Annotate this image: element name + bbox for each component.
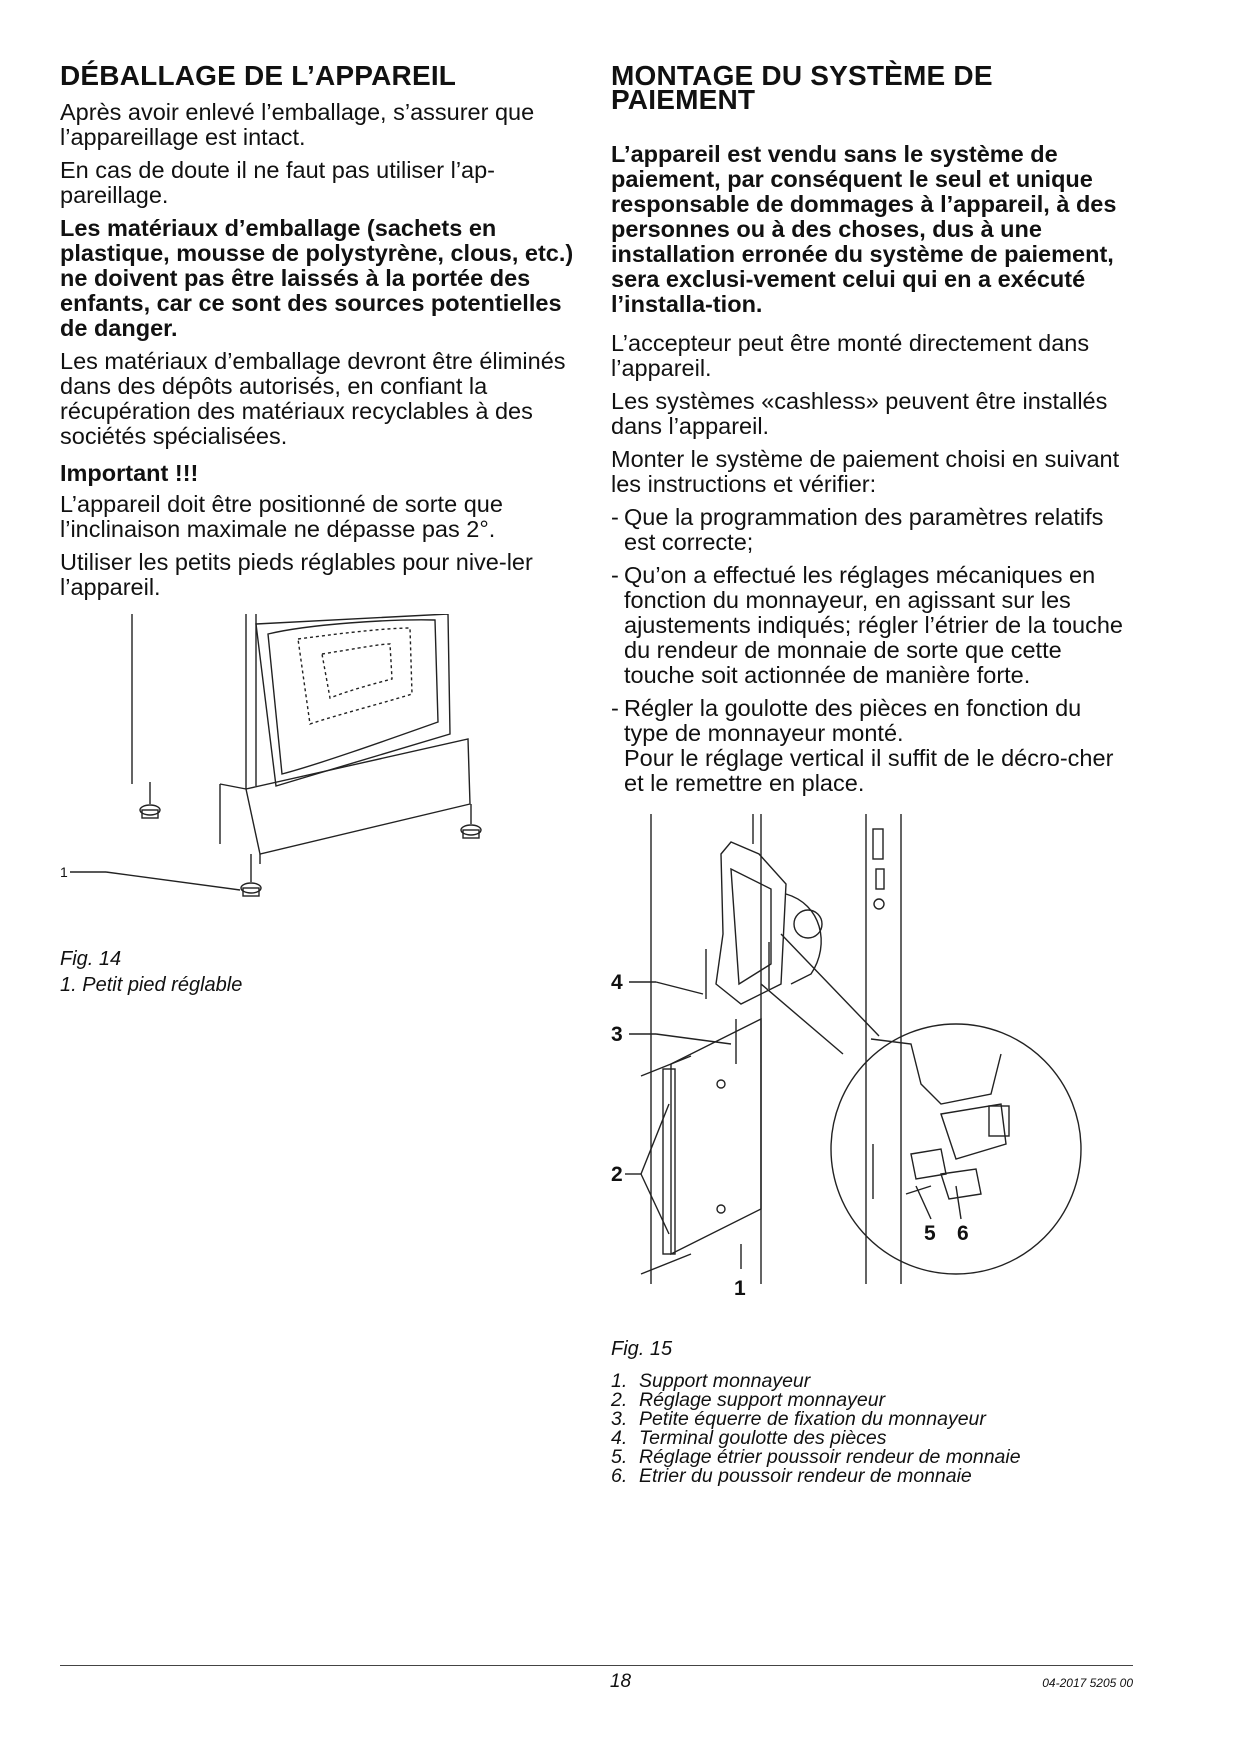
paragraph: L’accepteur peut être monté directement dans l’appareil.: [611, 330, 1090, 381]
fig15-callout-4: 4: [611, 971, 623, 994]
paragraph: Utiliser les petits pieds réglables pour nive-ler l’appareil.: [60, 549, 533, 600]
legend-item: 2. Réglage support monnayeur: [611, 1389, 886, 1411]
fig14-legend-item: 1. Petit pied réglable: [60, 974, 243, 996]
legend-item: 3. Petite équerre de fixation du monnayeur: [611, 1408, 986, 1430]
legend-item: 5. Réglage étrier poussoir rendeur de monnaie: [611, 1446, 1021, 1468]
fig15-caption: Fig. 15: [611, 1338, 673, 1360]
warning-paragraph: Les matériaux d’emballage (sachets en plastique, mousse de polystyrène, clous, etc.) ne doivent pas être laissés à la portée des enfants, car ce sont des sources potentielles de danger.: [60, 215, 574, 341]
paragraph: Monter le système de paiement choisi en suivant les instructions et vérifier:: [611, 446, 1120, 497]
important-heading: Important !!!: [60, 460, 199, 486]
fig15-callout-6: 6: [957, 1222, 969, 1245]
warning-paragraph: L’appareil est vendu sans le système de paiement, par conséquent le seul et unique responsable de dommages à l’appareil, à des personnes ou à des choses, dus à une installation erronée du système de paiement, sera exclusi-vement celui qui en a exécuté l’installa-tion.: [611, 141, 1117, 317]
fig15-coin-mechanism-illustration: [611, 814, 1131, 1334]
legend-item: 6. Etrier du poussoir rendeur de monnaie: [611, 1465, 972, 1487]
paragraph: En cas de doute il ne faut pas utiliser l’ap-pareillage.: [60, 157, 496, 208]
fig15-legend: [611, 1372, 1131, 1486]
right-column: [611, 60, 1131, 1487]
fig15-callout-1: 1: [734, 1277, 746, 1300]
left-column: [60, 60, 575, 996]
list-item: - Qu’on a effectué les réglages mécaniques en fonction du monnayeur, en agissant sur les ajustements indiqués; régler l’étrier de la touche du rendeur de monnaie de sorte que cette touche soit actionnée de manière forte.: [611, 562, 1123, 688]
list-item: - Régler la goulotte des pièces en fonction du type de monnayeur monté. Pour le réglage vertical il suffit de le décro-cher et le remettre en place.: [611, 696, 1131, 796]
fig15-callout-2: 2: [611, 1163, 623, 1186]
paragraph: L’appareil doit être positionné de sorte que l’inclinaison maximale ne dépasse pas 2°.: [60, 491, 503, 542]
legend-item: 1. Support monnayeur: [611, 1370, 811, 1392]
footer-divider: [60, 1665, 1133, 1666]
fig15-callout-5: 5: [924, 1222, 936, 1245]
fig14-adjustable-foot-illustration: [60, 614, 575, 944]
section-title-payment-system: MONTAGE DU SYSTÈME DE PAIEMENT: [611, 60, 993, 115]
paragraph: Les matériaux d’emballage devront être éliminés dans des dépôts autorisés, en confiant la récupération des matériaux recyclables à des sociétés spécialisées.: [60, 348, 566, 449]
section-title-unpacking: DÉBALLAGE DE L’APPAREIL: [60, 60, 457, 91]
list-item: - Que la programmation des paramètres relatifs est correcte;: [611, 504, 1104, 555]
checklist: [611, 505, 1131, 796]
legend-item: 4. Terminal goulotte des pièces: [611, 1427, 887, 1449]
paragraph: Après avoir enlevé l’emballage, s’assurer que l’appareillage est intact.: [60, 99, 535, 150]
fig15-callout-3: 3: [611, 1023, 623, 1046]
fig14-caption: Fig. 14: [60, 948, 122, 970]
list-item-continuation: Pour le réglage vertical il suffit de le décro-cher et le remettre en place.: [624, 745, 1114, 796]
fig14-callout-1: 1: [60, 864, 68, 880]
paragraph: Les systèmes «cashless» peuvent être installés dans l’appareil.: [611, 388, 1108, 439]
document-reference: 04-2017 5205 00: [1042, 1676, 1133, 1690]
page-number: 18: [609, 1671, 632, 1692]
